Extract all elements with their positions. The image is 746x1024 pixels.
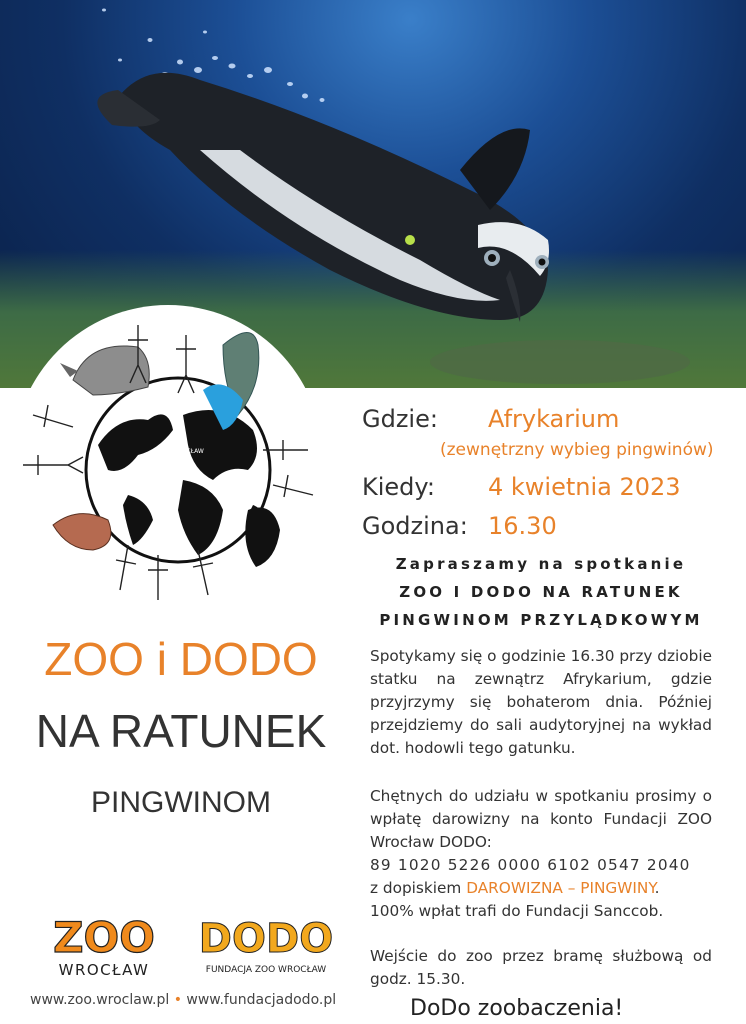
- zoo-logo-city: WROCŁAW: [58, 961, 150, 979]
- where-value: Afrykarium: [488, 405, 620, 433]
- zoo-logo-text: ZOO: [53, 913, 155, 962]
- title-line-2: NA RATUNEK: [35, 705, 327, 757]
- entrance-paragraph: Wejście do zoo przez bramę służbową od godz. 15.30.: [370, 947, 712, 988]
- where-label: Gdzie:: [362, 405, 438, 433]
- websites-line: [30, 992, 336, 1008]
- note-prefix: z dopiskiem: [370, 879, 467, 897]
- donation-paragraph: [370, 785, 712, 923]
- when-value: 4 kwietnia 2023: [488, 473, 681, 501]
- dodo-logo-sub: FUNDACJA ZOO WROCŁAW: [205, 965, 327, 975]
- invite-line-3: PINGWINOM PRZYLĄDKOWYM: [379, 611, 703, 629]
- time-label: Godzina:: [362, 512, 468, 540]
- website-separator: •: [173, 992, 182, 1008]
- closing-text: DoDo zoobaczenia!: [410, 996, 624, 1021]
- meeting-paragraph: Spotykamy się o godzinie 16.30 przy dziobie statku na zewnątrz Afrykarium, gdzie przyjrzymy się bohaterom dnia. Później przejdziemy do sali audytoryjnej na wykład dot. hodowli tego gatunku.: [370, 647, 712, 757]
- title-line-3: PINGWINOM: [91, 786, 271, 819]
- where-note: (zewnętrzny wybieg pingwinów): [440, 440, 714, 460]
- dodo-logo-text: DODO: [198, 916, 334, 962]
- title-line-1: ZOO i DODO: [44, 633, 318, 685]
- account-number: 89 1020 5226 0000 6102 0547 2040: [370, 856, 691, 874]
- globe-animals-graphic: [8, 305, 328, 615]
- globe-label: ZOO WROCŁAW: [156, 448, 204, 455]
- time-value: 16.30: [488, 512, 557, 540]
- donation-text: Chętnych do udziału w spotkaniu prosimy o wpłatę darowizny na konto Fundacji ZOO Wrocław DODO:: [370, 787, 712, 851]
- dodo-website-link[interactable]: www.fundacjadodo.pl: [186, 992, 337, 1008]
- dodo-foundation-logo: [188, 910, 344, 980]
- invite-line-1: Zapraszamy na spotkanie: [395, 555, 687, 573]
- note-suffix: .: [654, 879, 660, 897]
- sanccob-note: 100% wpłat trafi do Fundacji Sanccob.: [370, 902, 664, 920]
- when-label: Kiedy:: [362, 473, 435, 501]
- zoo-wroclaw-logo: [44, 908, 164, 980]
- donation-keyword: DAROWIZNA – PINGWINY: [466, 879, 655, 897]
- zoo-website-link[interactable]: www.zoo.wroclaw.pl: [30, 992, 170, 1008]
- invite-line-2: ZOO I DODO NA RATUNEK: [399, 583, 683, 601]
